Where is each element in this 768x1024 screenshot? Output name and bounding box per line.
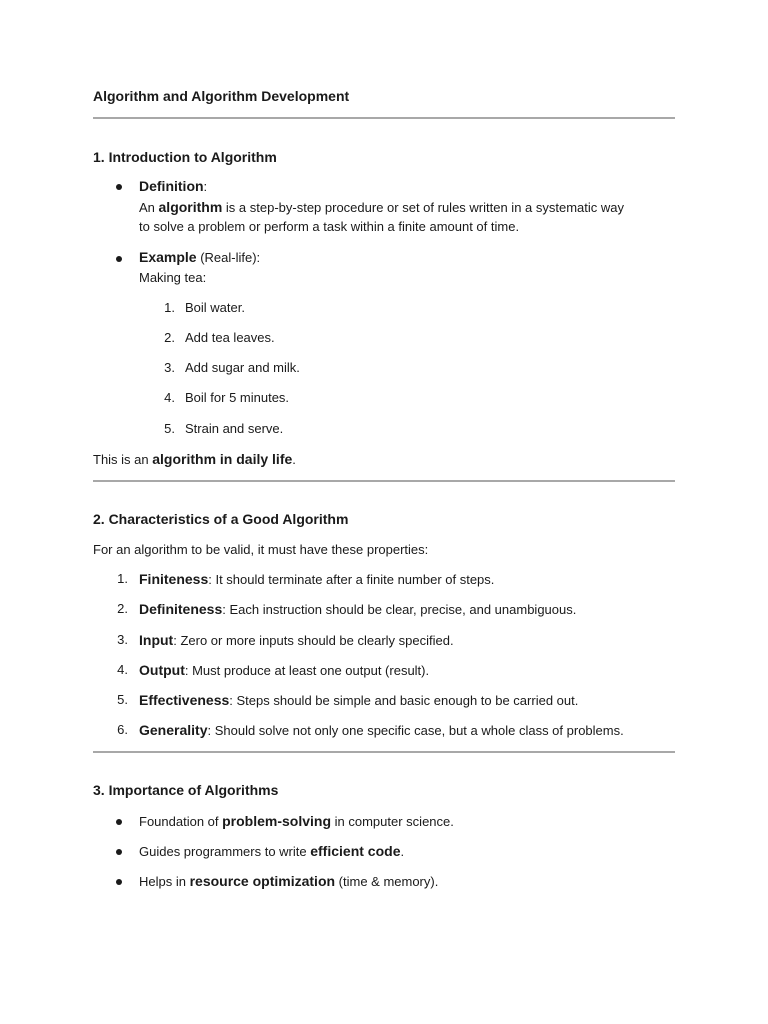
closing-bold: algorithm in daily life [152,451,293,467]
definition-pre: An [139,200,159,215]
characteristic-item [139,661,429,680]
characteristic-desc: : Zero or more inputs should be clearly specified. [173,633,454,648]
characteristic-term: Generality [139,722,208,738]
importance-post: . [400,844,405,859]
characteristic-item [139,691,578,710]
importance-bold: efficient code [310,843,401,859]
characteristic-term: Definiteness [139,601,223,617]
step-number: 2. [164,330,175,345]
importance-pre: Guides programmers to write [139,844,311,859]
example-label: Example [139,249,197,265]
characteristic-number: 6. [117,722,128,737]
importance-pre: Helps in [139,874,190,889]
importance-post: (time & memory). [335,874,439,889]
step-text: Add tea leaves. [185,330,275,345]
characteristic-desc: : Steps should be simple and basic enough to be carried out. [229,693,579,708]
importance-post: in computer science. [331,814,454,829]
section-3-heading: 3. Importance of Algorithms [93,782,279,798]
divider-3 [93,751,675,753]
definition-colon: : [203,179,208,194]
step-number: 1. [164,300,175,315]
bullet-example [116,256,122,262]
step-text: Boil for 5 minutes. [185,390,290,405]
characteristic-term: Output [139,662,185,678]
importance-bold: problem-solving [222,813,332,829]
importance-pre: Foundation of [139,814,223,829]
bullet-definition [116,184,122,190]
step-number: 5. [164,421,175,436]
divider-1 [93,117,675,119]
section-1-closing [93,450,296,469]
characteristic-number: 1. [117,571,128,586]
characteristic-desc: : It should terminate after a finite number of steps. [208,572,495,587]
importance-item [139,842,404,861]
section-1-heading: 1. Introduction to Algorithm [93,149,277,165]
document-title: Algorithm and Algorithm Development [93,88,350,104]
characteristic-item [139,631,454,650]
characteristic-term: Finiteness [139,571,209,587]
closing-post: . [292,452,296,467]
step-number: 3. [164,360,175,375]
definition-post: is a step-by-step procedure or set of rules written in a systematic way [222,200,625,215]
definition-bold-term: algorithm [158,199,223,215]
bullet-importance [116,879,122,885]
characteristic-desc: : Must produce at least one output (result). [184,663,430,678]
importance-item [139,812,454,831]
characteristic-item [139,600,576,619]
definition-label-line [139,177,207,196]
bullet-importance [116,849,122,855]
characteristic-term: Input [139,632,174,648]
closing-pre: This is an [93,452,153,467]
section-2-heading: 2. Characteristics of a Good Algorithm [93,511,349,527]
characteristic-number: 5. [117,692,128,707]
characteristic-number: 4. [117,662,128,677]
definition-text-line-2: to solve a problem or perform a task within a finite amount of time. [139,219,520,234]
importance-bold: resource optimization [189,873,336,889]
example-suffix: (Real-life): [196,250,261,265]
step-text: Add sugar and milk. [185,360,300,375]
step-number: 4. [164,390,175,405]
definition-text-line-1 [139,198,624,217]
characteristic-number: 3. [117,632,128,647]
characteristic-desc: : Should solve not only one specific case, but a whole class of problems. [207,723,624,738]
definition-label: Definition [139,178,204,194]
divider-2 [93,480,675,482]
importance-item [139,872,438,891]
step-text: Strain and serve. [185,421,284,436]
section-2-intro: For an algorithm to be valid, it must have these properties: [93,542,429,557]
characteristic-item [139,721,624,740]
example-intro: Making tea: [139,270,207,285]
characteristic-number: 2. [117,601,128,616]
step-text: Boil water. [185,300,245,315]
bullet-importance [116,819,122,825]
characteristic-desc: : Each instruction should be clear, precise, and unambiguous. [222,602,577,617]
example-label-line [139,248,260,267]
characteristic-item [139,570,494,589]
characteristic-term: Effectiveness [139,692,230,708]
